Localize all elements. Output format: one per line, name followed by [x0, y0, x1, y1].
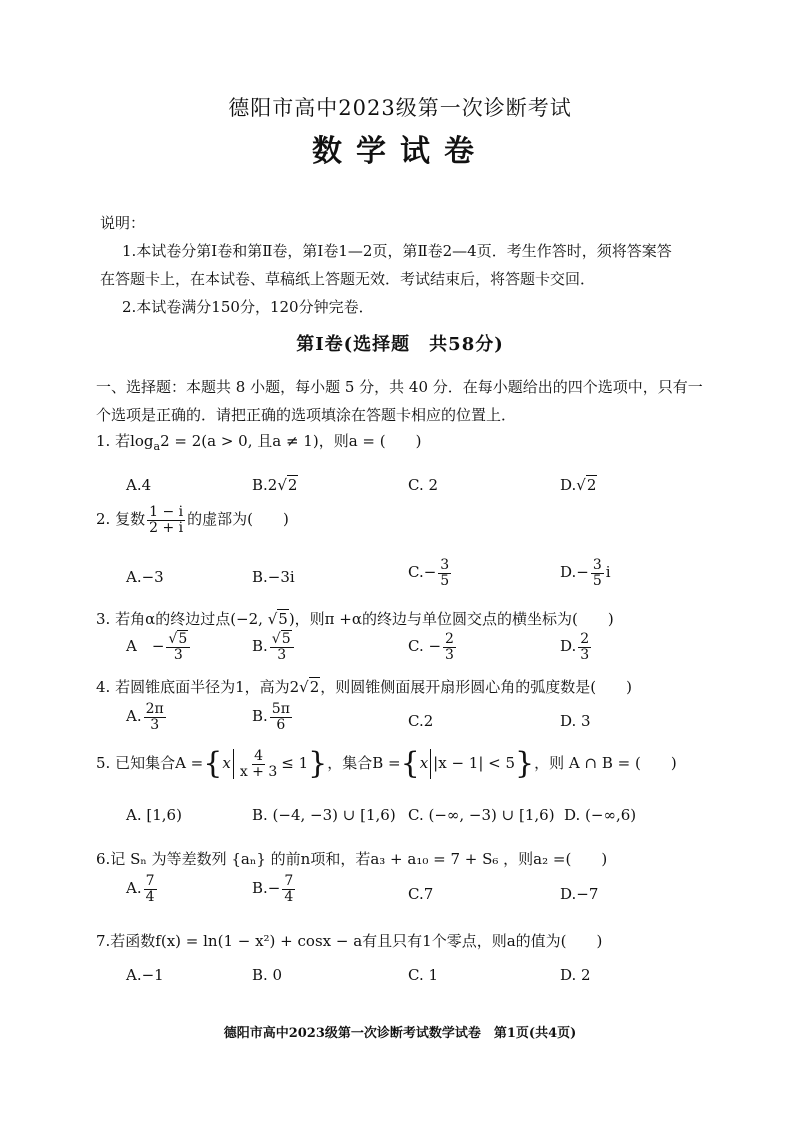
q2-option-d-suffix: i — [605, 563, 611, 582]
q6-option-b-den: 4 — [284, 888, 294, 905]
exam-title: 德阳市高中2023级第一次诊断考试 — [228, 96, 572, 120]
q6-option-b — [252, 874, 297, 904]
q2-denominator: 2 + i — [149, 519, 184, 536]
q5-set-b-cond: |x − 1| < 5 — [433, 754, 516, 772]
q6-option-b-fraction — [282, 874, 295, 904]
q3-stem-text-2: )，则π +α的终边与单位圆交点的横坐标为( ) — [288, 610, 614, 628]
page-footer: 德阳市高中2023级第一次诊断考试数学试卷 第1页(共4页) — [223, 1026, 577, 1041]
q1-stem-text: 1. 若log — [96, 432, 154, 450]
q5-set-a-den: x + 3 — [239, 763, 278, 780]
q4-stem-text: 4. 若圆锥底面半径为1，高为2 — [96, 678, 300, 696]
q5-set-a-bar — [233, 749, 234, 779]
q3-option-d — [560, 632, 593, 662]
q1-stem — [96, 430, 421, 453]
q1-option-b: B.2√2 — [252, 476, 298, 494]
q2-option-b: B.−3i — [252, 568, 295, 586]
q3-option-c-label: C. − — [408, 637, 442, 656]
q6-option-a-label: A. — [126, 879, 142, 898]
q3-option-a-den: 3 — [173, 646, 183, 663]
q5-option-a: A. [1,6) — [126, 806, 182, 824]
q3-option-b-radicand: 5 — [281, 631, 291, 647]
q6-option-a — [126, 874, 159, 904]
q3-option-b-den: 3 — [277, 646, 287, 663]
q3-radicand: 5 — [278, 610, 288, 628]
q3-option-d-label: D. — [560, 637, 577, 656]
q2-numerator: 1 − i — [149, 504, 184, 520]
q2-option-d — [560, 558, 611, 588]
q3-stem: 3. 若角α的终边过点(−2, √5)，则π +α的终边与单位圆交点的横坐标为( ) — [96, 610, 614, 628]
q3-option-a-fraction — [166, 632, 190, 662]
section-intro-1: 一、选择题：本题共 8 小题，每小题 5 分，共 40 分．在每小题给出的四个选项中，只有一 — [96, 378, 703, 396]
q5-stem — [96, 745, 677, 782]
q3-option-b-fraction — [270, 632, 294, 662]
q3-option-b-num: √5 — [270, 632, 294, 648]
q3-option-c-num: 2 — [445, 631, 454, 647]
q2-stem-text-2: 的虚部为( ) — [187, 510, 289, 529]
q6-option-d: D.−7 — [560, 885, 599, 903]
q6-option-c: C.7 — [408, 885, 434, 903]
q1-option-c: C. 2 — [408, 476, 439, 494]
q3-option-a-radicand: 5 — [178, 631, 188, 647]
section-intro-2: 个选项是正确的．请把正确的选项填涂在答题卡相应的位置上． — [96, 406, 517, 424]
q4-option-a-den: 3 — [150, 716, 160, 733]
q2-stem — [96, 505, 289, 535]
q5-set-a-num: 4 — [254, 747, 263, 764]
q7-option-a: A.−1 — [126, 966, 164, 984]
q4-stem: 4. 若圆锥底面半径为1，高为2√2，则圆锥侧面展开扇形圆心角的弧度数是( ) — [96, 678, 632, 696]
q4-option-a-num: 2π — [145, 701, 164, 717]
q7-option-d: D. 2 — [560, 966, 591, 984]
q6-option-a-num: 7 — [145, 873, 155, 889]
q2-option-c-fraction — [438, 558, 451, 588]
q4-option-a — [126, 702, 168, 732]
q3-option-d-num: 2 — [580, 631, 590, 647]
q1-option-d-label: D. — [560, 476, 577, 494]
q4-option-c: C.2 — [408, 712, 434, 730]
q5-option-d: D. (−∞,6) — [564, 806, 637, 824]
q3-option-d-fraction — [578, 632, 591, 662]
q6-option-b-num: 7 — [284, 873, 294, 889]
q3-stem-text: 3. 若角α的终边过点(−2, — [96, 610, 268, 628]
q2-option-d-den: 5 — [592, 572, 602, 589]
q6-stem: 6.记 Sₙ 为等差数列 {aₙ} 的前n项和，若a₃ + a₁₀ = 7 + S₆ ，则a₂ =( ) — [96, 850, 608, 868]
q5-set-b-right-brace: } — [515, 746, 535, 781]
q4-option-b-label: B. — [252, 707, 268, 726]
q5-stem-mid: ，集合B = — [327, 754, 401, 772]
q1-log-base: a — [153, 440, 161, 453]
q3-option-d-den: 3 — [580, 646, 590, 663]
q2-option-d-num: 3 — [592, 557, 602, 573]
q4-option-b-den: 6 — [276, 716, 286, 733]
q4-option-b-fraction — [270, 702, 292, 732]
q3-option-a-label: A − — [126, 637, 165, 656]
q3-option-c — [408, 632, 458, 662]
q1-stem-text-2: 2 = 2(a > 0, 且a ≠ 1)，则a = ( ) — [160, 432, 422, 450]
q5-set-a-var: x — [222, 754, 231, 772]
q2-stem-text: 2. 复数 — [96, 510, 146, 529]
q5-stem-suffix: ，则 A ∩ B = ( ) — [534, 754, 677, 772]
q1-option-a: A.4 — [126, 476, 152, 494]
q3-option-c-den: 3 — [445, 646, 454, 663]
q5-option-c: C. (−∞, −3) ∪ [1,6) — [408, 806, 555, 824]
q4-radicand: 2 — [309, 678, 320, 696]
q2-option-d-label: D.− — [560, 563, 589, 582]
paper-title: 数学试卷 — [312, 134, 488, 169]
q4-option-d: D. 3 — [560, 712, 591, 730]
q2-option-c-num: 3 — [440, 557, 450, 573]
q2-option-c-label: C.− — [408, 563, 437, 582]
q5-option-b: B. (−4, −3) ∪ [1,6) — [252, 806, 396, 824]
q4-option-b-num: 5π — [271, 701, 290, 717]
q2-option-c-den: 5 — [440, 572, 450, 589]
q2-option-a: A.−3 — [126, 568, 164, 586]
q4-option-a-label: A. — [126, 707, 142, 726]
q6-option-a-fraction — [144, 874, 157, 904]
q4-option-a-fraction — [144, 702, 166, 732]
q5-set-b-var: x — [419, 754, 429, 772]
q3-option-c-fraction — [443, 632, 456, 662]
section-title: 第Ⅰ卷(选择题 共58分) — [296, 334, 504, 355]
q6-option-b-label: B.− — [252, 879, 281, 898]
q6-option-a-den: 4 — [145, 888, 155, 905]
notes-label: 说明： — [100, 214, 146, 232]
q1-option-d-radicand: 2 — [586, 476, 597, 494]
q4-stem-text-2: ，则圆锥侧面展开扇形圆心角的弧度数是( ) — [320, 678, 632, 696]
note-1: 1.本试卷分第Ⅰ卷和第Ⅱ卷，第Ⅰ卷1—2页，第Ⅱ卷2—4页．考生作答时，须将答案答 — [122, 242, 672, 260]
q3-option-b — [252, 632, 296, 662]
note-2: 2.本试卷满分150分，120分钟完卷． — [122, 298, 374, 316]
q5-stem-text: 5. 已知集合A = — [96, 754, 204, 772]
q1-option-b-radicand: 2 — [287, 476, 298, 494]
q5-set-b-bar — [430, 749, 431, 779]
q4-option-b — [252, 702, 294, 732]
q3-option-a-num: √5 — [166, 632, 190, 648]
q5-set-a-cond: ≤ 1 — [281, 754, 309, 772]
q5-set-a-left-brace: { — [203, 746, 223, 781]
q7-stem: 7.若函数f(x) = ln(1 − x²) + cosx − a有且只有1个零点，则a的值为( ) — [96, 932, 603, 950]
q5-set-a-right-brace: } — [308, 746, 328, 781]
q2-fraction — [147, 505, 185, 535]
q5-set-a-fraction — [238, 749, 279, 779]
q2-option-c — [408, 558, 453, 588]
q3-option-b-label: B. — [252, 637, 268, 656]
q3-option-a — [126, 632, 192, 662]
q2-option-d-fraction — [591, 558, 604, 588]
q1-option-d: D.√2 — [560, 476, 597, 494]
q7-option-b: B. 0 — [252, 966, 283, 984]
note-1-cont: 在答题卡上，在本试卷、草稿纸上答题无效．考试结束后，将答题卡交回． — [100, 270, 596, 288]
q1-option-b-label: B.2 — [252, 476, 278, 494]
q5-set-b-left-brace: { — [400, 746, 420, 781]
q7-option-c: C. 1 — [408, 966, 439, 984]
